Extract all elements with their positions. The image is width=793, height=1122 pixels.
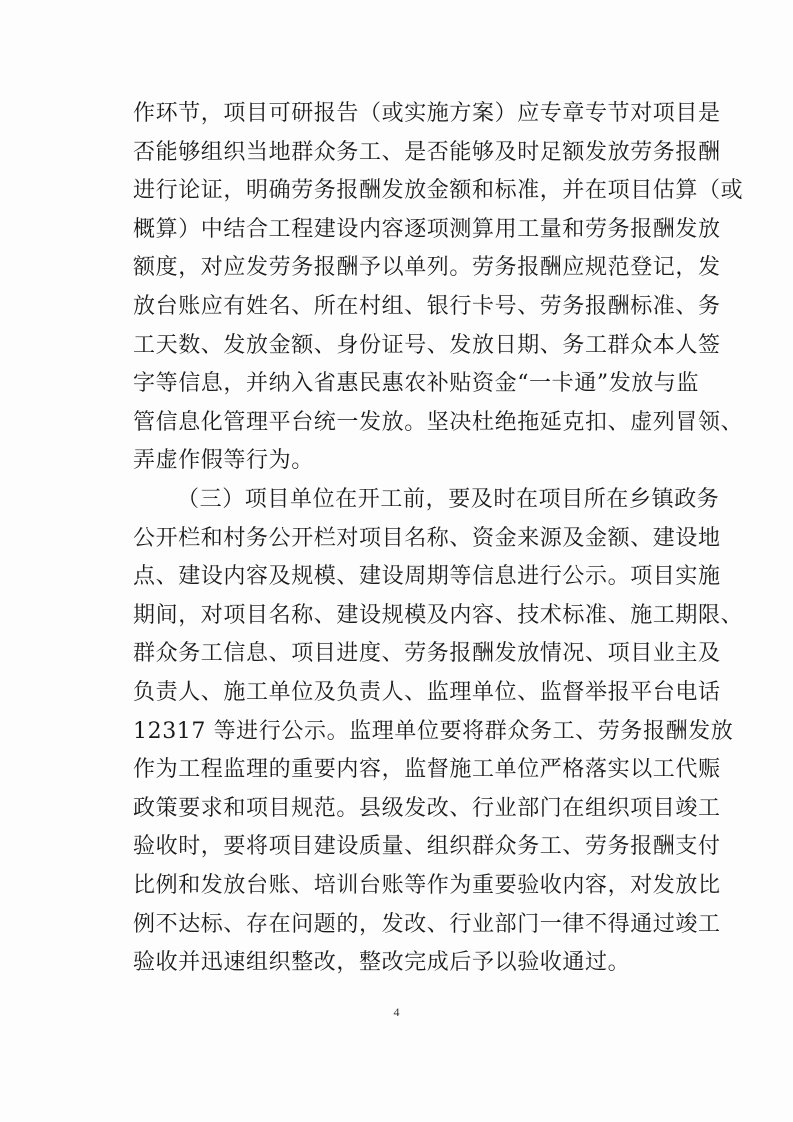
paragraph-1-line: 管信息化管理平台统一发放。坚决杜绝拖延克扣、虚列冒领、 bbox=[133, 409, 744, 435]
paragraph-1-line: 放台账应有姓名、所在村组、银行卡号、劳务报酬标准、务 bbox=[133, 293, 721, 319]
paragraph-2-line: 比例和发放台账、培训台账等作为重要验收内容，对发放比 bbox=[133, 872, 721, 898]
paragraph-2-line: 作为工程监理的重要内容，监督施工单位严格落实以工代赈 bbox=[133, 757, 721, 783]
paragraph-1-line: 额度，对应发劳务报酬予以单列。劳务报酬应规范登记，发 bbox=[133, 255, 721, 281]
paragraph-2-line: 公开栏和村务公开栏对项目名称、资金来源及金额、建设地 bbox=[133, 525, 721, 551]
paragraph-1 bbox=[133, 95, 744, 481]
paragraph-2-line: 群众务工信息、项目进度、劳务报酬发放情况、项目业主及 bbox=[133, 641, 721, 667]
paragraph-1-line: 字等信息，并纳入省惠民惠农补贴资金“一卡通”发放与监 bbox=[133, 371, 700, 397]
paragraph-1-line: 作环节，项目可研报告（或实施方案）应专章专节对项目是 bbox=[133, 101, 721, 126]
paragraph-2-line: 负责人、施工单位及负责人、监理单位、监督举报平台电话 bbox=[133, 679, 721, 705]
paragraph-1-line: 弄虚作假等行为。 bbox=[133, 448, 314, 474]
paragraph-2-line: 验收时，要将项目建设质量、组织群众务工、劳务报酬支付 bbox=[133, 834, 721, 860]
paragraph-1-line: 概算）中结合工程建设内容逐项测算用工量和劳务报酬发放 bbox=[133, 216, 721, 242]
paragraph-2-line: 例不达标、存在问题的，发改、行业部门一律不得通过竣工 bbox=[133, 911, 721, 937]
page-number: 4 bbox=[393, 1005, 400, 1019]
paragraph-2-line: 验收并迅速组织整改，整改完成后予以验收通过。 bbox=[133, 950, 631, 976]
paragraph-1-line: 进行论证，明确劳务报酬发放金额和标准，并在项目估算（或 bbox=[133, 178, 744, 204]
paragraph-2 bbox=[133, 481, 744, 983]
paragraph-2-line: 期间，对项目名称、建设规模及内容、技术标准、施工期限、 bbox=[133, 602, 744, 628]
paragraph-2-line: 点、建设内容及规模、建设周期等信息进行公示。项目实施 bbox=[133, 564, 721, 590]
paragraph-1-line: 否能够组织当地群众务工、是否能够及时足额发放劳务报酬 bbox=[133, 139, 721, 165]
paragraph-2-line: 政策要求和项目规范。县级发改、行业部门在组织项目竣工 bbox=[133, 795, 721, 821]
paragraph-2-line: （三）项目单位在开工前，要及时在项目所在乡镇政务 bbox=[177, 487, 720, 512]
paragraph-1-line: 工天数、发放金额、身份证号、发放日期、务工群众本人签 bbox=[133, 332, 721, 358]
paragraph-2-line: 12317 等进行公示。监理单位要将群众务工、劳务报酬发放 bbox=[133, 718, 734, 744]
